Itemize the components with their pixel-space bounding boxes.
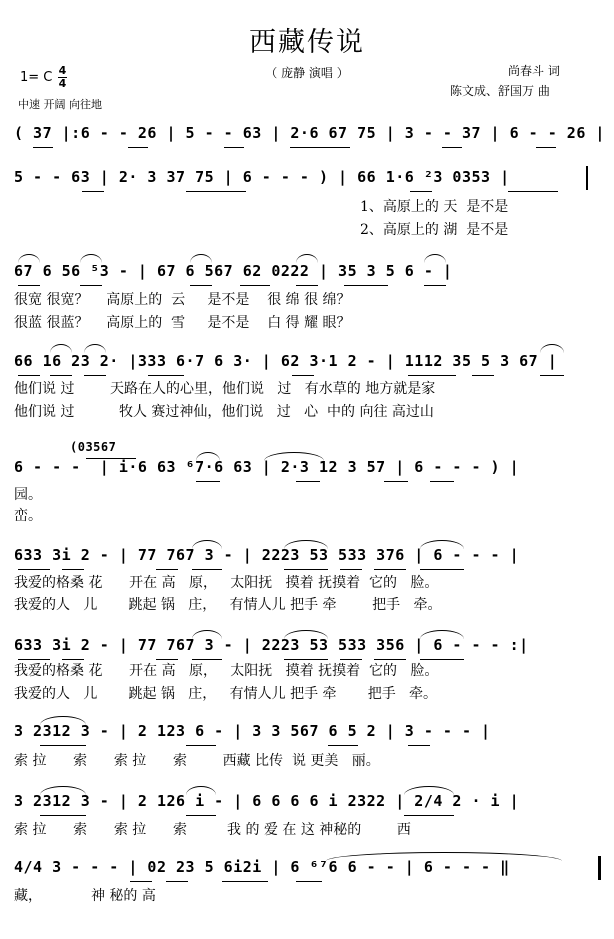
staff-system-9 <box>14 792 604 816</box>
time-signature <box>58 66 67 89</box>
slur-mark <box>40 786 86 795</box>
lyric-verse-2: 2、高原上的 湖 是不是 <box>360 222 509 238</box>
lyric-verse-2: 峦。 <box>14 508 42 524</box>
slur-mark <box>190 254 212 263</box>
lyric-verse-1: 我爱的格桑 花 开在 高 原， 太阳抚 摸着 抚摸着 它的 脸。 <box>14 663 439 679</box>
final-barline <box>598 856 601 880</box>
notation-line: ( 37 |:6 - - 26 | 5 - - 63 | 2·6 67 75 | 3 - - 37 | 6 - - 26 | <box>14 124 605 142</box>
song-title: 西藏传说 <box>249 27 365 58</box>
notation-line: 3 2312 3 - | 2 126 i - | 6 6 6 6 i 2322 | 2/4 2 · i | <box>14 792 520 810</box>
lyric-verse-1: 很宽 很宽？ 高原上的 云 是不是 很 绵 很 绵？ <box>14 292 351 308</box>
lyric-verse-1: 我爱的格桑 花 开在 高 原， 太阳抚 摸着 抚摸着 它的 脸。 <box>14 575 439 591</box>
notation-line: 3 2312 3 - | 2 123 6 - | 3 3 567 6 5 2 | 3 - - - | <box>14 722 491 740</box>
tempo-marking: 中速 开阔 向往地 <box>18 98 102 111</box>
lyric-verse-2: 我爱的人 儿 跳起 锅 庄， 有情人儿 把手 牵 把手 牵。 <box>14 597 442 613</box>
slur-mark <box>40 716 86 725</box>
slur-mark <box>424 254 446 263</box>
slur-mark <box>186 786 216 795</box>
notation-line: 633 3i 2 - | 77 767 3 - | 2223 53 533 376 | 6 - - - | <box>14 546 520 564</box>
staff-system-7 <box>14 636 604 660</box>
staff-system-3 <box>14 262 604 286</box>
slur-mark <box>404 786 454 795</box>
slur-mark <box>540 344 564 353</box>
staff-system-1 <box>14 124 604 148</box>
staff-system-6 <box>14 546 604 570</box>
notation-line: 633 3i 2 - | 77 767 3 - | 2223 53 533 356 | 6 - - - :| <box>14 636 529 654</box>
slur-mark <box>192 540 222 549</box>
composer: 陈文成、舒国万 曲 <box>450 84 550 98</box>
staff-system-4 <box>14 352 604 376</box>
slur-mark <box>284 540 328 549</box>
slur-mark <box>18 254 40 263</box>
tie-mark <box>326 852 562 861</box>
time-numerator: 4 <box>58 64 67 77</box>
lyric-verse-2: 他们说 过 牧人 赛过神仙，他们说 过 心 中的 向往 高过山 <box>14 404 434 420</box>
staff-system-5 <box>14 458 604 482</box>
lyric-verse-1: 他们说 过 天路在人的心里，他们说 过 有水草的 地方就是家 <box>14 381 436 397</box>
notation-line: 67 6 56 ⁵3 - | 67 6 567 62 0222 | 35 3 5 6 - | <box>14 262 453 280</box>
lyric-verse-1: 藏， 神 秘的 高 <box>14 888 156 904</box>
pickup-notes: (03567 <box>70 440 117 454</box>
notation-line: 66 16 23 2· |333 6·7 6 3· | 62 3·1 2 - | 1112 35 5 3 67 | <box>14 352 558 370</box>
lyric-verse-2: 我爱的人 儿 跳起 锅 庄， 有情人儿 把手 牵 把手 牵。 <box>14 686 438 702</box>
slur-mark <box>84 344 106 353</box>
slur-mark <box>420 540 464 549</box>
slur-mark <box>192 630 222 639</box>
lyricist: 尚春斗 词 <box>508 64 560 78</box>
notation-line: 6 - - - | i·6 63 ⁶7·6 63 | 2·3 12 3 57 | 6 - - - ) | <box>14 458 520 476</box>
notation-line: 4/4 3 - - - | 02 23 5 6i2i | 6 ⁶⁷6 6 - - | 6 - - - ‖ <box>14 858 510 876</box>
staff-system-10 <box>14 858 604 882</box>
staff-system-8 <box>14 722 604 746</box>
staff-system-2 <box>14 168 604 192</box>
notation-line: 5 - - 63 | 2· 3 37 75 | 6 - - - ) | 66 1·6 ²3 0353 | <box>14 168 510 186</box>
slur-mark <box>296 254 318 263</box>
slur-mark <box>80 254 102 263</box>
slur-mark <box>420 630 464 639</box>
slur-mark <box>264 452 324 461</box>
time-denominator: 4 <box>58 77 67 90</box>
lyric-verse-2: 很蓝 很蓝？ 高原上的 雪 是不是 白 得 耀 眼？ <box>14 315 351 331</box>
slur-mark <box>284 630 328 639</box>
performer: （ 庞静 演唱 ） <box>265 66 349 80</box>
lyric-verse-1: 园。 <box>14 487 42 503</box>
slur-mark <box>50 344 72 353</box>
slur-mark <box>196 452 220 461</box>
lyric-verse-1: 索 拉 索 索 拉 索 西藏 比传 说 更美 丽。 <box>14 753 380 769</box>
key-signature: 1= C <box>20 70 53 85</box>
lyric-verse-1: 1、高原上的 天 是不是 <box>360 199 509 215</box>
lyric-verse-1: 索 拉 索 索 拉 索 我 的 爱 在 这 神秘的 西 <box>14 822 411 838</box>
